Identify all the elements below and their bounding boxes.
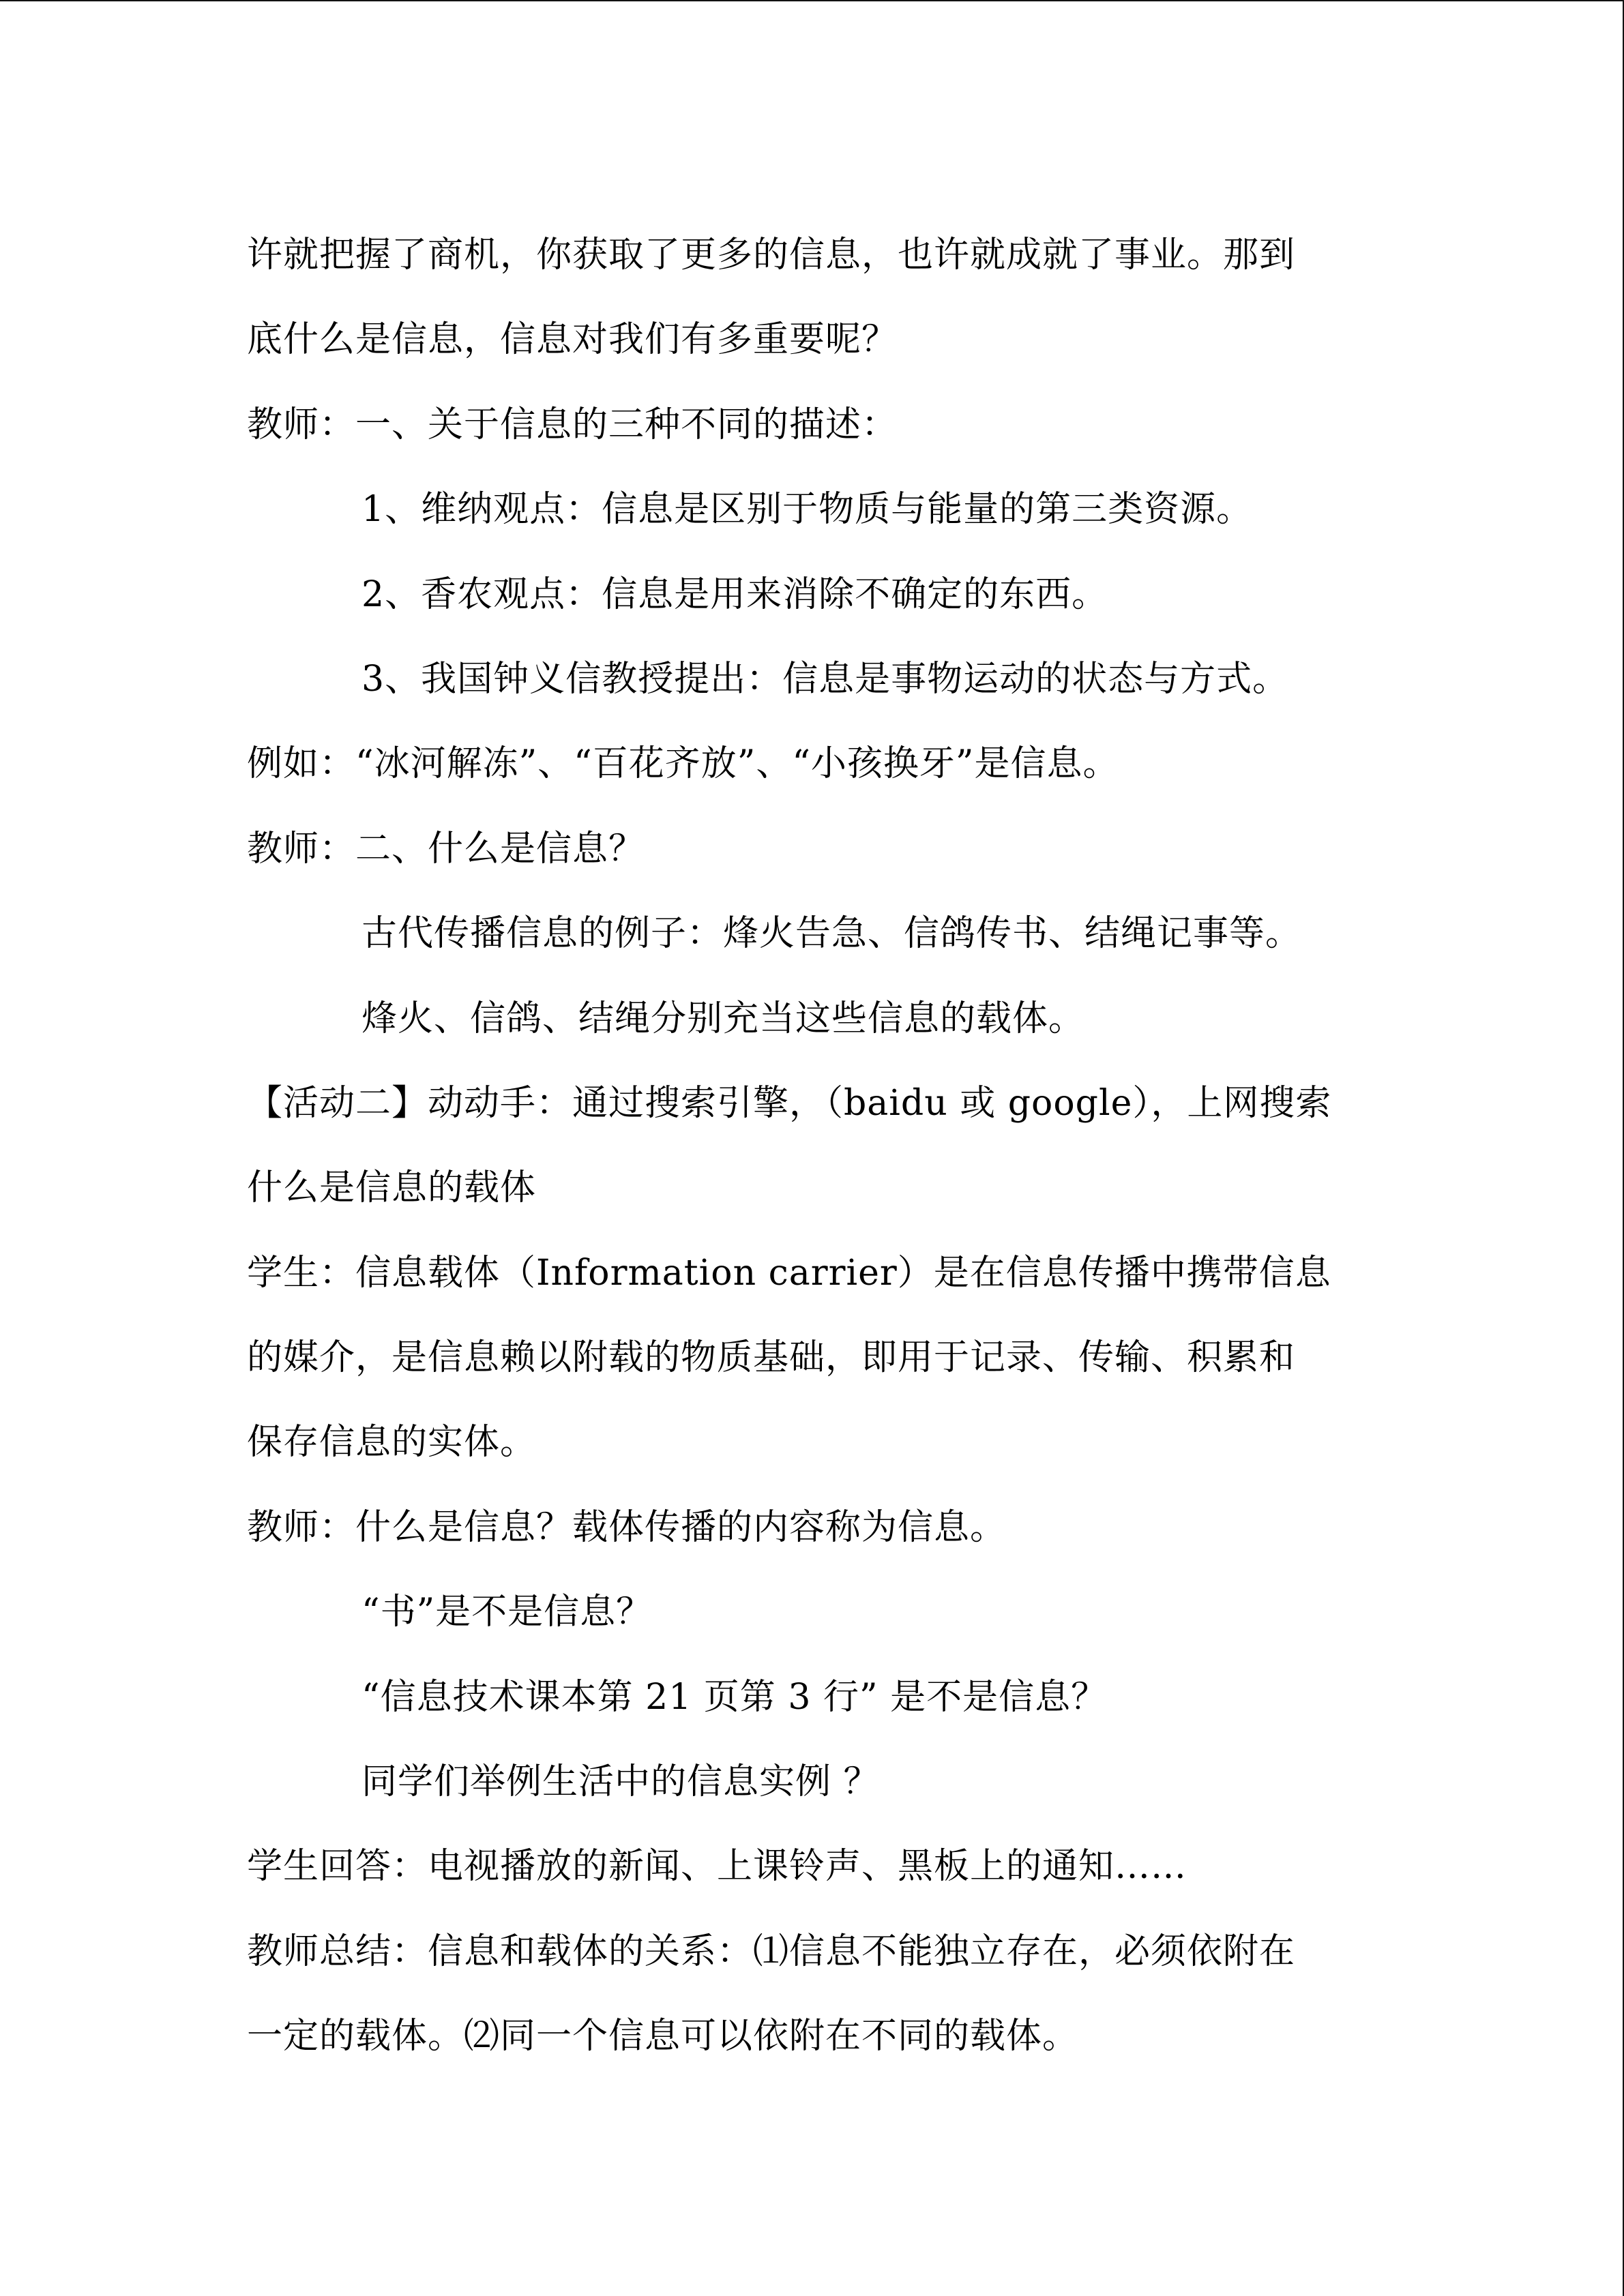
paragraph-line: 同学们举例生活中的信息实例 ？ <box>361 1761 880 1803</box>
document-body <box>247 213 1379 2079</box>
paragraph-line: 教师：一、关于信息的三种不同的描述： <box>247 404 898 445</box>
paragraph-line: 教师：什么是信息？载体传播的内容称为信息。 <box>247 1506 1007 1548</box>
paragraph-line: 1、维纳观点：信息是区别于物质与能量的第三类资源。 <box>361 489 1253 531</box>
paragraph-line: 学生：信息载体（Information carrier）是在信息传播中携带信息 <box>247 1252 1331 1294</box>
paragraph-line: 2、香农观点：信息是用来消除不确定的东西。 <box>361 573 1108 615</box>
paragraph-line: 【活动二】动动手：通过搜索引擎，（baidu 或 google），上网搜索 <box>247 1082 1332 1124</box>
paragraph-line: 3、我国钟义信教授提出：信息是事物运动的状态与方式。 <box>361 658 1289 700</box>
paragraph-line: 许就把握了商机，你获取了更多的信息，也许就成就了事业。那到 <box>247 235 1296 275</box>
paragraph-line: 学生回答：电视播放的新闻、上课铃声、黑板上的通知…… <box>247 1846 1187 1888</box>
paragraph-line: 什么是信息的载体 <box>247 1167 537 1209</box>
paragraph-line: 底什么是信息，信息对我们有多重要呢？ <box>247 319 898 361</box>
paragraph-line: 一定的载体。⑵同一个信息可以依附在不同的载体。 <box>247 2016 1079 2057</box>
paragraph-line: 教师总结：信息和载体的关系：⑴信息不能独立存在，必须依附在 <box>247 1930 1296 1972</box>
paragraph-line: 烽火、信鸽、结绳分别充当这些信息的载体。 <box>361 998 1085 1039</box>
paragraph-line: 保存信息的实体。 <box>247 1422 537 1463</box>
paragraph-line: “书”是不是信息？ <box>361 1592 653 1633</box>
paragraph-line: 的媒介，是信息赖以附载的物质基础，即用于记录、传输、积累和 <box>247 1337 1296 1379</box>
paragraph-line: “信息技术课本第 21 页第 3 行” 是不是信息？ <box>361 1676 1108 1718</box>
paragraph-line: 例如：“冰河解冻”、“百花齐放”、“小孩换牙”是信息。 <box>247 743 1119 785</box>
paragraph-line: 古代传播信息的例子：烽火告急、信鸽传书、结绳记事等。 <box>361 913 1302 955</box>
paragraph-line: 教师：二、什么是信息？ <box>247 828 645 869</box>
